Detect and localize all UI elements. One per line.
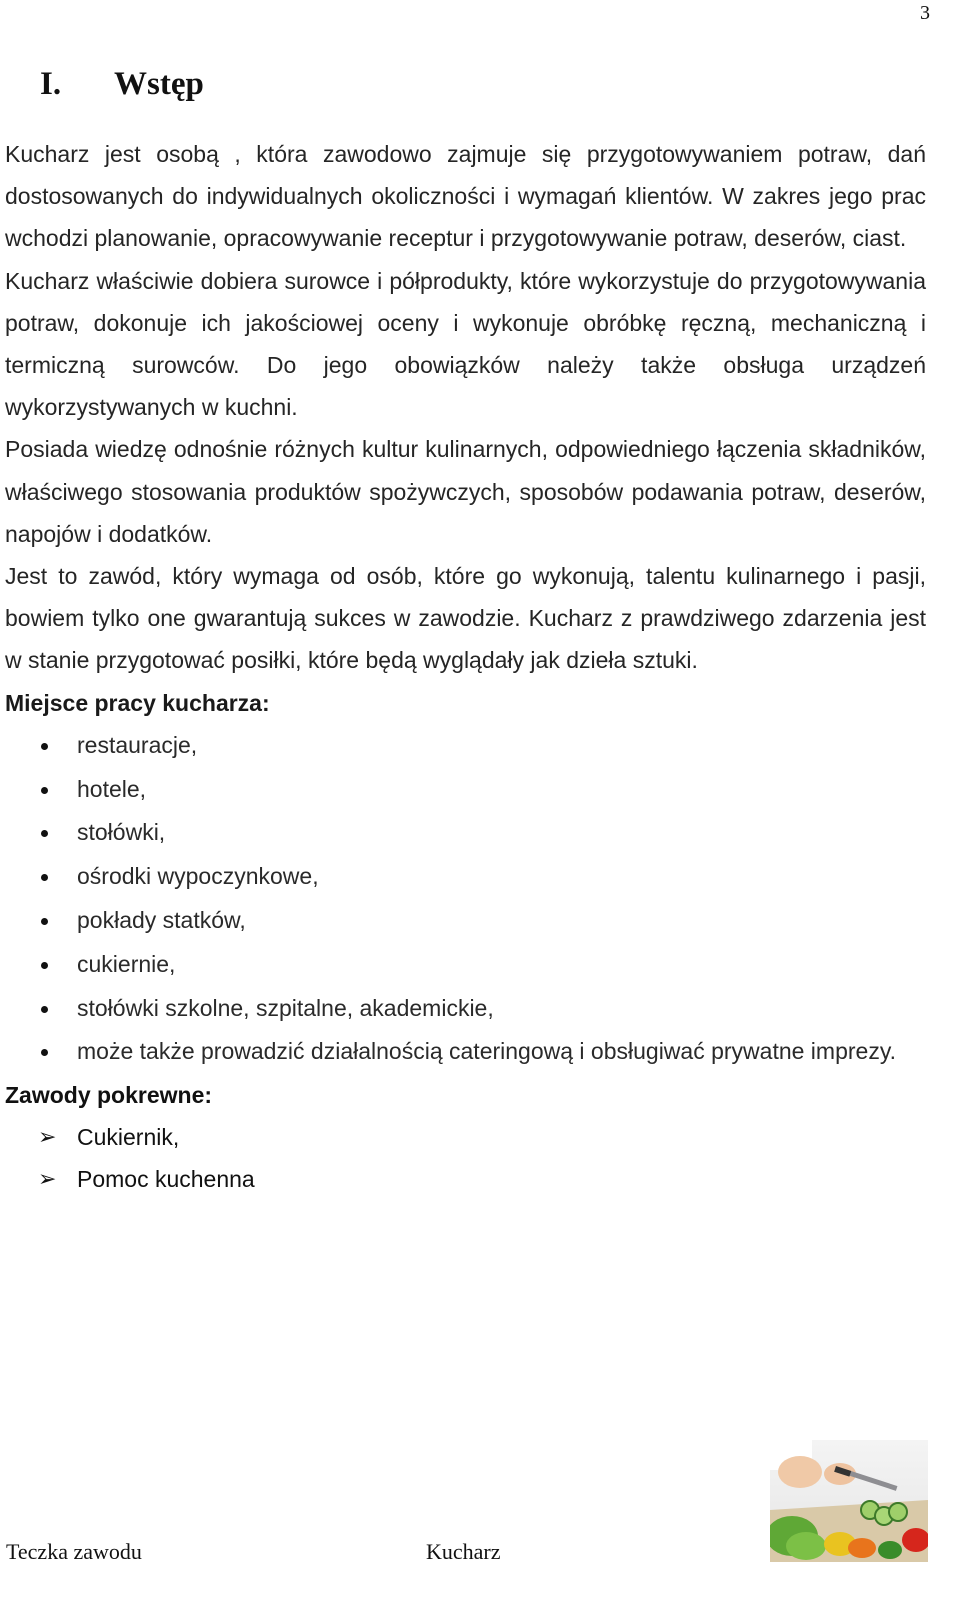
related-list	[5, 1116, 926, 1200]
bullet-icon	[41, 743, 48, 750]
related-title: Zawody pokrewne:	[5, 1082, 213, 1109]
list-item	[5, 1116, 926, 1158]
bullet-icon	[41, 830, 48, 837]
list-item	[5, 811, 926, 855]
bullet-icon	[41, 962, 48, 969]
workplaces-title: Miejsce pracy kucharza:	[5, 689, 270, 716]
list-item-text: Pomoc kuchenna	[77, 1166, 255, 1193]
chef-photo-icon	[770, 1440, 928, 1562]
list-item-text: cukiernie,	[77, 950, 176, 977]
footer-left-text: Teczka zawodu	[6, 1539, 142, 1564]
arrow-bullet-icon: ➢	[38, 1124, 57, 1150]
list-item	[5, 899, 926, 943]
list-item-text: ośrodki wypoczynkowe,	[77, 863, 319, 890]
section-heading	[40, 66, 204, 103]
list-item-text: hotele,	[77, 775, 147, 802]
paragraph-knowledge: Posiada wiedzę odnośnie różnych kultur kulinarnych, odpowiedniego łączenia składników, właściwego stosowania produktów spożywczych, sposobów podawania potraw, deserów, napojów i dodatków.	[5, 436, 926, 547]
heading-title: Wstęp	[114, 66, 204, 102]
paragraph-talent: Jest to zawód, który wymaga od osób, które go wykonują, talentu kulinarnego i pasji, bowiem tylko one gwarantują sukces w zawodzie. Kucharz z prawdziwego zdarzenia jest w stanie przygotować posiłki, które będą wyglądały jak dzieła sztuki.	[5, 563, 926, 674]
bullet-icon	[41, 874, 48, 881]
footer-center-text: Kucharz	[426, 1539, 501, 1564]
bullet-icon	[41, 787, 48, 794]
paragraph-intro: Kucharz jest osobą , która zawodowo zajmuje się przygotowywaniem potraw, dań dostosowanych do indywidualnych okoliczności i wymagań klientów. W zakres jego prac wchodzi planowanie, opracowywanie receptur i przygotowywanie potraw, deserów, ciast.	[5, 141, 926, 252]
list-item-text: stołówki szkolne, szpitalne, akademickie,	[77, 994, 494, 1021]
heading-number: I.	[40, 66, 62, 102]
list-item	[5, 855, 926, 899]
list-item	[5, 768, 926, 812]
list-item	[5, 724, 926, 768]
list-item-text: pokłady statków,	[77, 907, 246, 934]
list-item-text: Cukiernik,	[77, 1124, 180, 1151]
list-item-text: stołówki,	[77, 819, 166, 846]
bullet-icon	[41, 918, 48, 925]
bullet-icon	[41, 1006, 48, 1013]
page-number: 3	[920, 2, 930, 24]
list-item-text: restauracje,	[77, 731, 198, 758]
list-item-text: może także prowadzić działalnością cateringową i obsługiwać prywatne imprezy.	[77, 1038, 897, 1065]
list-item	[5, 987, 926, 1031]
workplaces-list	[5, 724, 926, 1074]
paragraph-duties: Kucharz właściwie dobiera surowce i półprodukty, które wykorzystuje do przygotowywania potraw, dokonuje ich jakościowej oceny i wykonuje obróbkę ręczną, mechaniczną i termiczną surowców. Do jego obowiązków należy także obsługa urządzeń wykorzystywanych w kuchni.	[5, 267, 926, 421]
bullet-icon	[41, 1049, 48, 1056]
arrow-bullet-icon: ➢	[38, 1166, 57, 1192]
list-item	[5, 943, 926, 987]
list-item	[5, 1030, 926, 1074]
document-body	[5, 133, 926, 1200]
list-item	[5, 1158, 926, 1200]
